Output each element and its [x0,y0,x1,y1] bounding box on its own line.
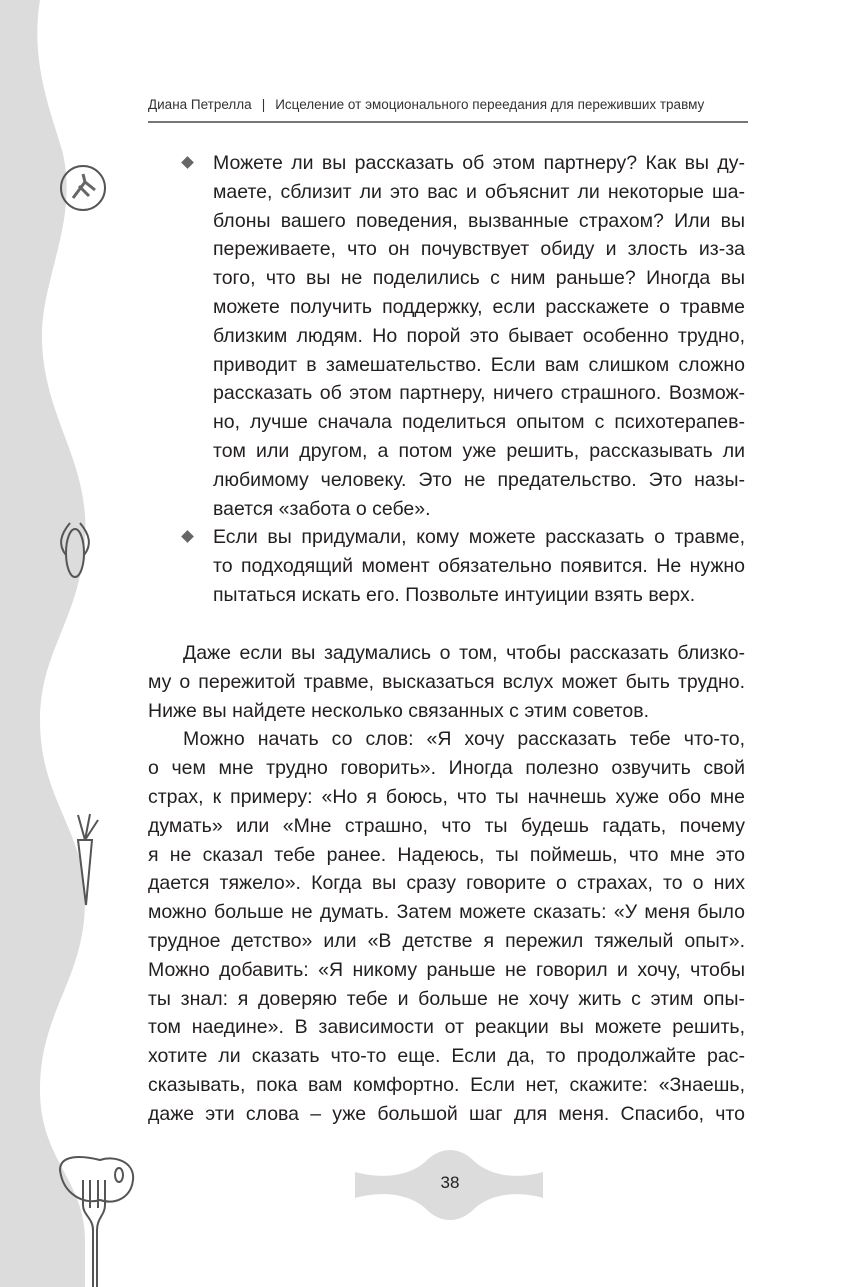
header-book-title: Исцеление от эмоционального переедания для переживших травму [275,97,705,112]
text-line: Если вы придумали, кому можете рассказать о травме, [213,526,745,549]
text-line: Даже если вы задумались о том, чтобы рассказать близко- [183,642,745,664]
text-line: то подходящий момент обязательно появится. Не нужно [213,555,745,578]
header-rule [148,121,748,123]
text-line: любимому человеку. Это не предательство. Это назы- [213,468,745,491]
text-line: пытаться искать его. Позвольте интуиции взять верх. [213,583,696,606]
text-line: приводит в замешательство. Если вам слишком сложно [213,353,745,376]
text-line: о чем мне трудно говорить». Иногда полезно озвучить свой [148,757,745,780]
text-line: рассказать об этом партнеру, ничего страшного. Возмож- [213,382,745,405]
tomato-icon [55,160,115,220]
text-line: дается тяжело». Когда вы сразу говорите о страхах, то о них [148,872,745,895]
text-line: Можно добавить: «Я никому раньше не говорил и хочу, чтобы [148,958,745,981]
running-header [148,97,745,112]
text-line: можно больше не думать. Затем можете сказать: «У меня было [148,901,745,924]
text-line: я не сказал тебе ранее. Надеюсь, ты поймешь, что мне это [148,843,745,866]
text-line: му о пережитой травме, высказаться вслух может быть трудно. [148,670,745,693]
header-author: Диана Петрелла [148,97,252,112]
text-line: того, что вы не поделились с ним раньше? Иногда вы [213,267,745,290]
carrot-icon [60,810,110,910]
text-line: вается «забота о себе». [213,497,431,520]
bullet-list [213,149,745,610]
text-line: думать» или «Мне страшно, что ты будешь гадать, почему [148,814,745,837]
text-line: том или другом, а потом уже решить, рассказывать ли [213,439,745,462]
text-line: Можно начать со слов: «Я хочу рассказать тебе что-то, [183,728,745,751]
text-line: Ниже вы найдете несколько связанных с этим советов. [148,699,649,722]
page-number: 38 [440,1173,460,1192]
text-line: можете получить поддержку, если расскажете о травме [213,295,745,318]
diamond-bullet-icon [181,156,194,169]
diamond-bullet-icon [181,530,194,543]
text-line: трудное детство» или «В детстве я пережил тяжелый опыт». [148,929,745,952]
text-line: сказывать, пока вам комфортно. Если нет, скажите: «Знаешь, [148,1073,745,1096]
paragraph [148,639,745,725]
text-line: блоны вашего поведения, вызванные страхом? Или вы [213,209,745,232]
text-line: переживаете, что он почувствует обиду и злость из-за [213,238,745,261]
text-line: даже эти слова – уже большой шаг для меня. Спасибо, что [148,1102,745,1125]
bullet-item [213,149,745,523]
page-number-badge [355,1150,545,1220]
text-line: том наедине». В зависимости от реакции вы можете решить, [148,1016,745,1039]
bullet-item [213,523,745,609]
text-line: хотите ли сказать что-то еще. Если да, то продолжайте рас- [148,1045,745,1068]
text-line: страх, к примеру: «Но я боюсь, что ты начнешь хуже обо мне [148,785,745,808]
paragraph [148,725,745,1128]
text-line: близким людям. Но порой это бывает особенно трудно, [213,324,745,347]
header-separator: | [261,97,266,112]
text-line: но, лучше сначала поделиться опытом с психотерапев- [213,411,745,434]
body-text [148,639,745,1129]
text-line: Можете ли вы рассказать об этом партнеру? Как вы ду- [213,152,745,174]
text-line: маете, сблизит ли это вас и объяснит ли некоторые ша- [213,180,745,203]
corn-icon [50,515,100,585]
fork-steak-icon [55,1150,145,1287]
text-line: ты знал: я доверяю тебе и больше не хочу жить с этим опы- [148,987,745,1010]
